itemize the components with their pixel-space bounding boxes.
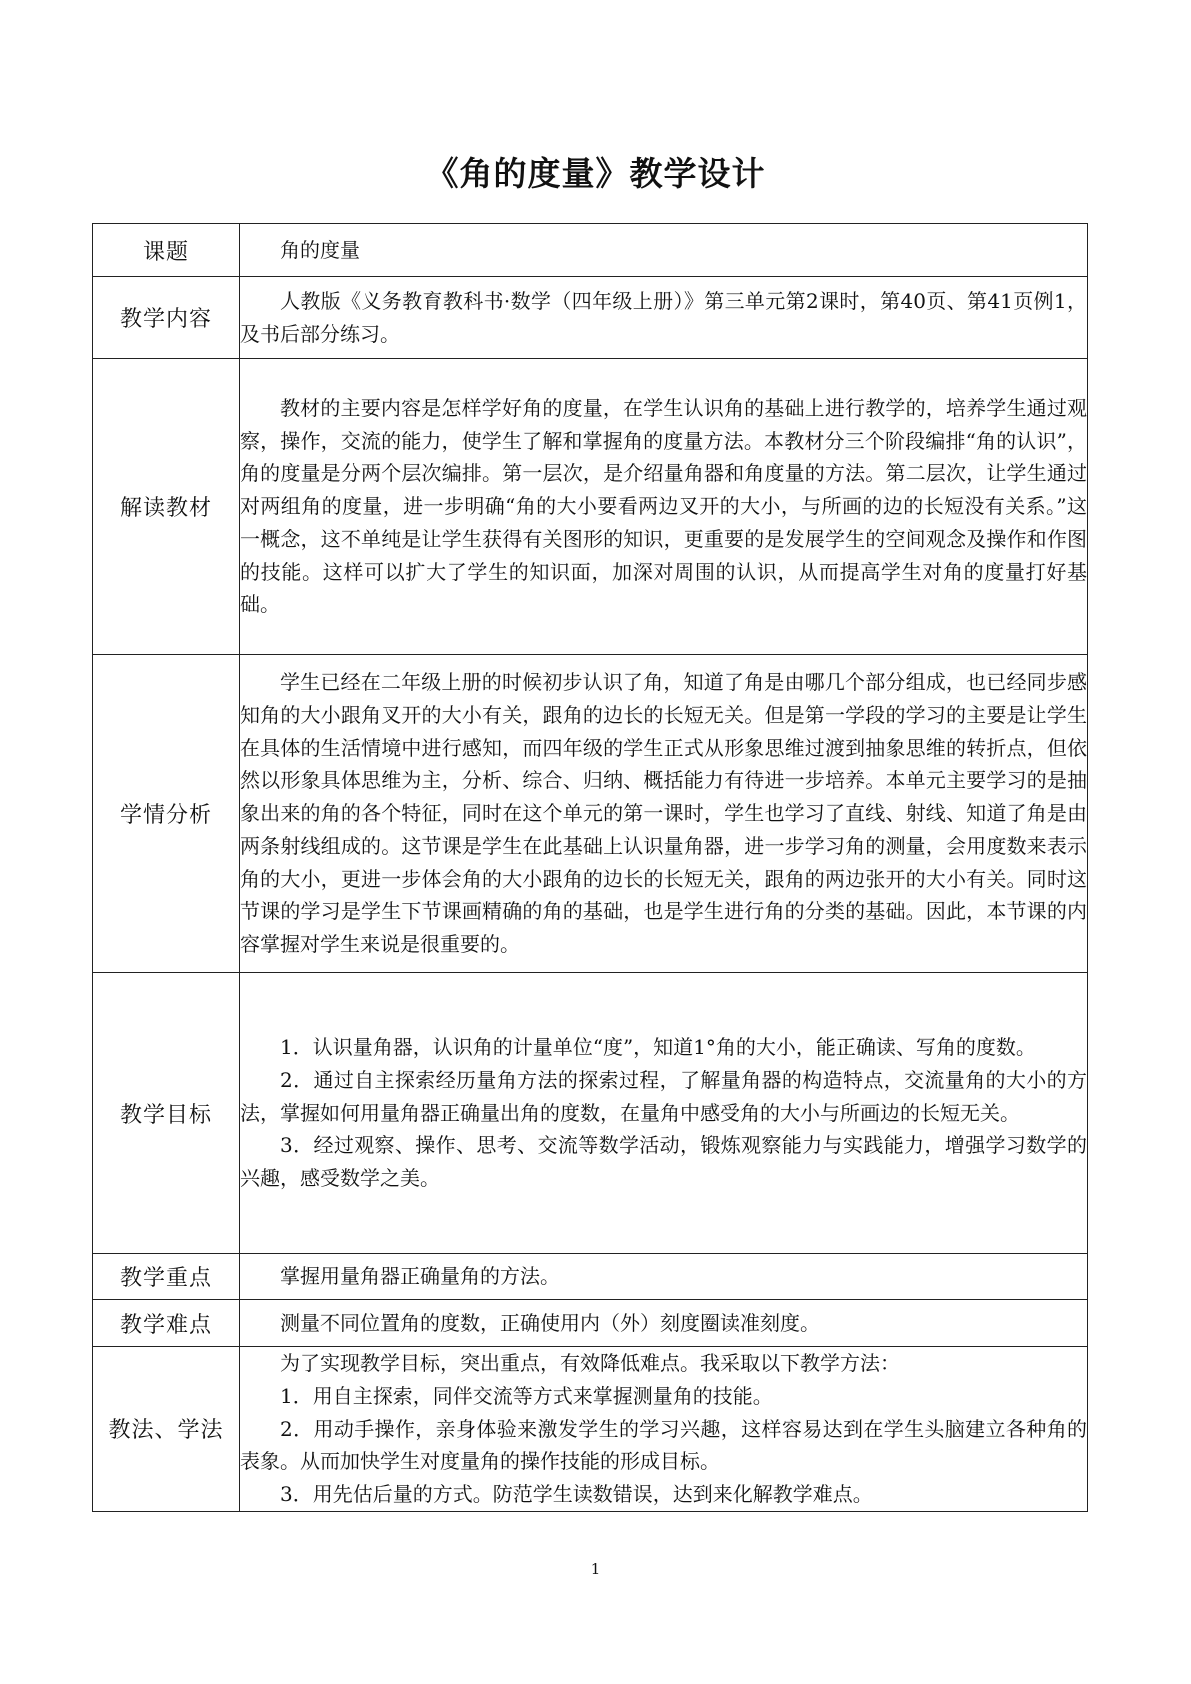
table-row — [93, 277, 1088, 359]
table-row — [93, 1300, 1088, 1347]
row-label: 学情分析 — [93, 655, 240, 973]
row-content — [240, 1347, 1088, 1512]
paragraph: 为了实现教学目标，突出重点，有效降低难点。我采取以下教学方法： — [280, 1351, 900, 1375]
paragraph: 3．经过观察、操作、思考、交流等数学活动，锻炼观察能力与实践能力，增强学习数学的兴趣，感受数学之美。 — [240, 1133, 1087, 1191]
paragraph: 角的度量 — [280, 237, 360, 262]
table-row — [93, 359, 1088, 655]
paragraph: 3．用先估后量的方式。防范学生读数错误，达到来化解教学难点。 — [280, 1482, 873, 1507]
paragraph: 1．认识量角器，认识角的计量单位“度”，知道1°角的大小，能正确读、写角的度数。 — [280, 1035, 1036, 1059]
row-label: 解读教材 — [93, 359, 240, 655]
paragraph: 学生已经在二年级上册的时候初步认识了角，知道了角是由哪几个部分组成，也已经同步感知角的大小跟角叉开的大小有关，跟角的边长的长短无关。但是第一学段的学习的主要是让学生在具体的生活情境中进行感知，而四年级的学生正式从形象思维过渡到抽象思维的转折点，但依然以形象具体思维为主，分析、综合、归纳、概括能力有待进一步培养。本单元主要学习的是抽象出来的角的各个特征，同时在这个单元的第一课时，学生也学习了直线、射线、知道了角是由两条射线组成的。这节课是学生在此基础上认识量角器，进一步学习角的测量，会用度数来表示角的大小，更进一步体会角的大小跟角的边长的长短无关，跟角的两边张开的大小有关。同时这节课的学习是学生下节课画精确的角的基础，也是学生进行角的分类的基础。因此，本节课的内容掌握对学生来说是很重要的。 — [240, 669, 1087, 957]
paragraph: 测量不同位置角的度数，正确使用内（外）刻度圈读准刻度。 — [280, 1310, 820, 1335]
table-row — [93, 1347, 1088, 1512]
table-row — [93, 655, 1088, 973]
row-label: 教学目标 — [93, 973, 240, 1254]
paragraph: 掌握用量角器正确量角的方法。 — [280, 1264, 560, 1289]
row-label: 课题 — [93, 224, 240, 277]
paragraph: 2．通过自主探索经历量角方法的探索过程，了解量角器的构造特点，交流量角的大小的方法，掌握如何用量角器正确量出角的度数，在量角中感受角的大小与所画边的长短无关。 — [240, 1067, 1087, 1125]
row-label: 教学重点 — [93, 1254, 240, 1300]
row-content — [240, 277, 1088, 359]
page-number: 1 — [590, 1560, 601, 1578]
paragraph: 1．用自主探索，同伴交流等方式来掌握测量角的技能。 — [280, 1383, 773, 1408]
row-content — [240, 359, 1088, 655]
row-content — [240, 973, 1088, 1254]
paragraph: 人教版《义务教育教科书·数学（四年级上册）》第三单元第2课时，第40页、第41页例1，及书后部分练习。 — [240, 288, 1087, 346]
row-label: 教法、学法 — [93, 1347, 240, 1512]
row-content — [240, 1254, 1088, 1300]
page-title: 《角的度量》教学设计 — [425, 154, 766, 193]
row-content — [240, 1300, 1088, 1347]
lesson-plan-table — [92, 223, 1088, 1512]
table-row — [93, 973, 1088, 1254]
row-content — [240, 224, 1088, 277]
paragraph: 2．用动手操作，亲身体验来激发学生的学习兴趣，这样容易达到在学生头脑建立各种角的表象。从而加快学生对度量角的操作技能的形成目标。 — [240, 1416, 1087, 1474]
table-row — [93, 1254, 1088, 1300]
row-label: 教学内容 — [93, 277, 240, 359]
row-label: 教学难点 — [93, 1300, 240, 1347]
paragraph: 教材的主要内容是怎样学好角的度量，在学生认识角的基础上进行教学的，培养学生通过观察，操作，交流的能力，使学生了解和掌握角的度量方法。本教材分三个阶段编排“角的认识”，角的度量是分两个层次编排。第一层次，是介绍量角器和角度量的方法。第二层次，让学生通过对两组角的度量，进一步明确“角的大小要看两边叉开的大小，与所画的边的长短没有关系。”这一概念，这不单纯是让学生获得有关图形的知识，更重要的是发展学生的空间观念及操作和作图的技能。这样可以扩大了学生的知识面，加深对周围的认识，从而提高学生对角的度量打好基础。 — [240, 395, 1087, 617]
table-row — [93, 224, 1088, 277]
row-content — [240, 655, 1088, 973]
